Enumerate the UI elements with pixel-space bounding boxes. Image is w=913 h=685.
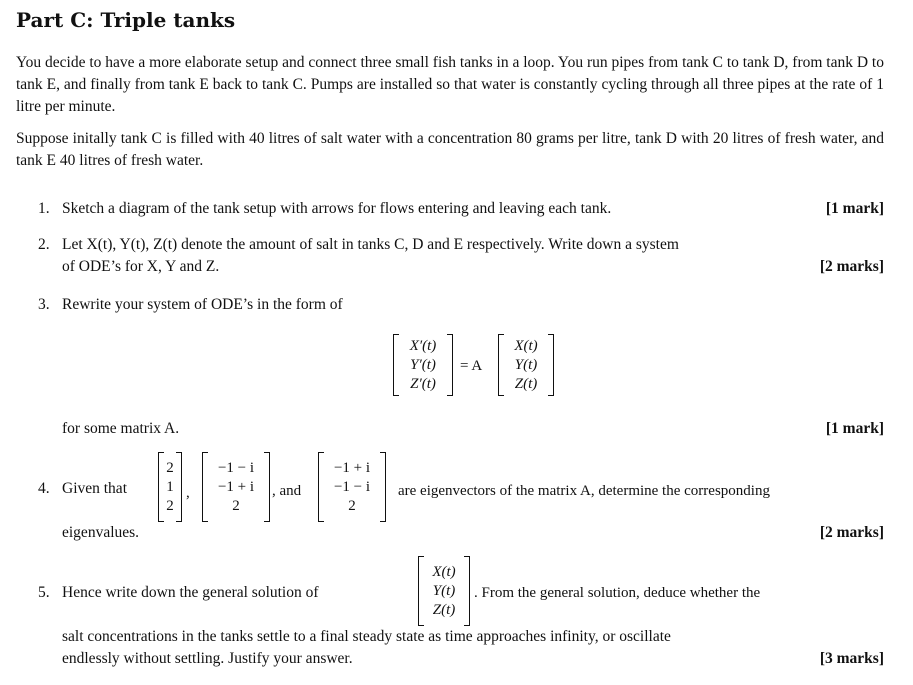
eigenvector-3: −1 + i −1 − i 2 xyxy=(318,452,386,522)
eigenvector-1: 2 1 2 xyxy=(158,452,182,522)
comma: , xyxy=(186,485,190,501)
question-text-line-2: of ODE’s for X, Y and Z. xyxy=(62,258,220,275)
question-text-line-3: endlessly without settling. Justify your answer. xyxy=(62,650,353,667)
derivative-vector: X′(t) Y′(t) Z′(t) xyxy=(393,334,453,396)
marks-label: [2 marks] xyxy=(819,258,884,275)
question-number: 1. xyxy=(38,200,50,217)
question-4 xyxy=(38,452,884,548)
equals-a: = A xyxy=(460,358,483,374)
state-vector: X(t) Y(t) Z(t) xyxy=(498,334,554,396)
question-text: Rewrite your system of ODE’s in the form of xyxy=(62,296,343,313)
question-number: 4. xyxy=(38,480,50,497)
question-text-line-2: salt concentrations in the tanks settle to a final steady state as time approaches infinity, or oscillate xyxy=(62,628,671,645)
marks-label: [3 marks] xyxy=(819,650,884,667)
marks-label: [1 mark] xyxy=(825,420,884,437)
question-text-post: . From the general solution, deduce whether the xyxy=(474,585,761,601)
question-number: 2. xyxy=(38,236,50,253)
initial-conditions-paragraph: Suppose initally tank C is filled with 40 litres of salt water with a concentration 80 grams per litre, tank D with 20 litres of fresh water, and tank E 40 litres of fresh water. xyxy=(16,130,884,169)
question-text-line-2: eigenvalues. xyxy=(62,524,140,541)
question-number: 5. xyxy=(38,584,50,601)
question-text-line-1: Let X(t), Y(t), Z(t) denote the amount of salt in tanks C, D and E respectively. Write down a system xyxy=(62,236,679,253)
question-text: Sketch a diagram of the tank setup with arrows for flows entering and leaving each tank. xyxy=(62,200,612,217)
question-text-pre: Hence write down the general solution of xyxy=(62,584,319,601)
question-5 xyxy=(38,556,884,676)
marks-label: [1 mark] xyxy=(825,200,884,217)
and-word: , and xyxy=(272,483,302,499)
question-text-given: Given that xyxy=(62,480,127,497)
marks-label: [2 marks] xyxy=(819,524,884,541)
eigenvector-2: −1 − i −1 + i 2 xyxy=(202,452,270,522)
question-text-after: for some matrix A. xyxy=(62,420,180,437)
question-number: 3. xyxy=(38,296,50,313)
question-2 xyxy=(38,234,884,280)
section-title: Part C: Triple tanks xyxy=(16,8,236,32)
question-1 xyxy=(38,198,884,222)
question-text-rest: are eigenvectors of the matrix A, determine the corresponding xyxy=(398,483,770,499)
intro-paragraph: You decide to have a more elaborate setup and connect three small fish tanks in a loop. You run pipes from tank C to tank D, from tank D to tank E, and finally from tank E back to tank C. Pumps are installed so that water is constantly cycling through all three pipes at the rate of 1 litre per minute. xyxy=(16,54,884,115)
solution-vector: X(t) Y(t) Z(t) xyxy=(418,556,470,626)
question-3 xyxy=(38,294,884,444)
